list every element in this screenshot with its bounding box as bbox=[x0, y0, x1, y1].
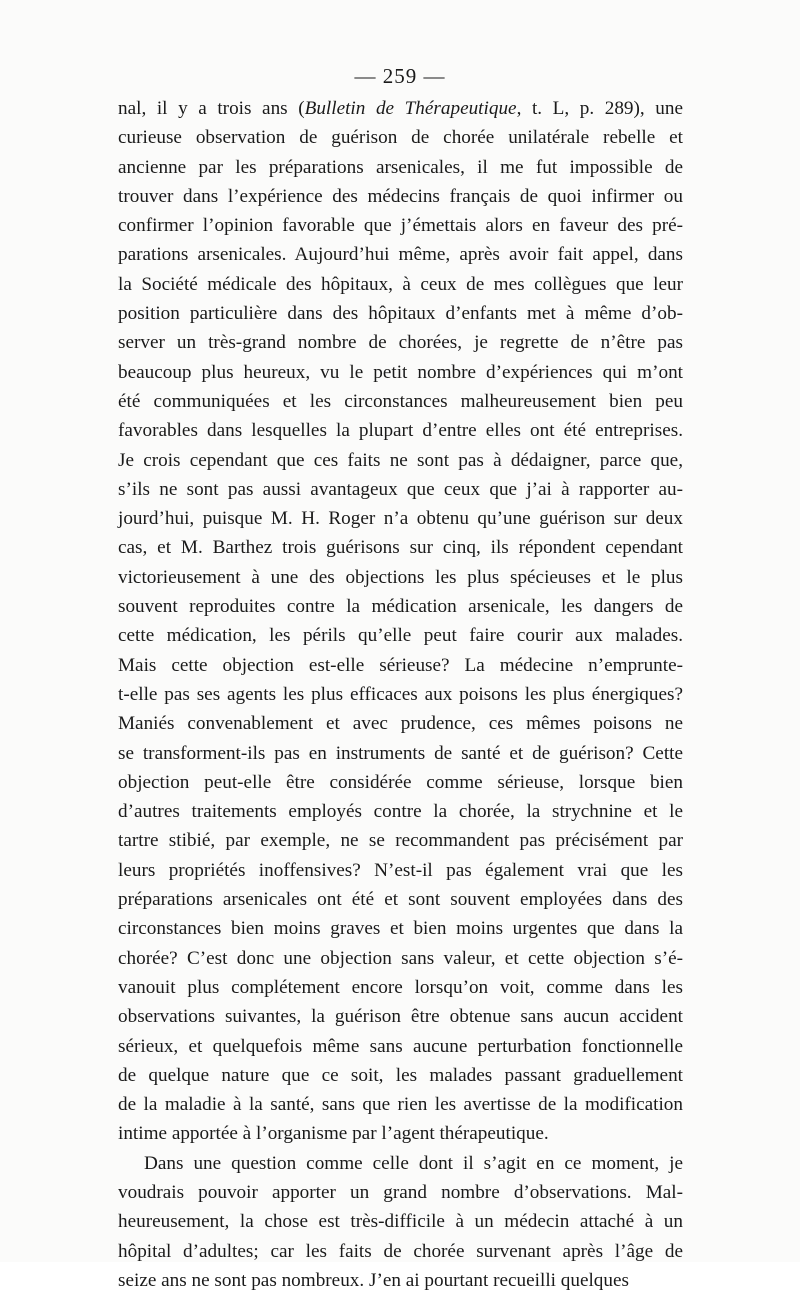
text-line: chorée? C’est donc une objection sans valeur, et cette objection s’é- bbox=[118, 947, 683, 969]
text-line: curieuse observation de guérison de chorée unilatérale rebelle et bbox=[118, 127, 683, 149]
text-line: Je crois cependant que ces faits ne sont pas à dédaigner, parce que, bbox=[118, 449, 683, 471]
text-line: hôpital d’adultes; car les faits de chorée survenant après l’âge de bbox=[118, 1240, 683, 1262]
text-line: favorables dans lesquelles la plupart d’entre elles ont été entreprises. bbox=[118, 420, 683, 442]
text-line: Mais cette objection est-elle sérieuse? La médecine n’emprunte- bbox=[118, 654, 683, 676]
text-line: préparations arsenicales ont été et sont souvent employées dans des bbox=[118, 889, 683, 911]
text-line: observations suivantes, la guérison être obtenue sans aucun accident bbox=[118, 1006, 683, 1028]
paragraph bbox=[118, 1149, 683, 1295]
text-line: cette médication, les périls qu’elle peut faire courir aux malades. bbox=[118, 625, 683, 647]
text-line: souvent reproduites contre la médication arsenicale, les dangers de bbox=[118, 596, 683, 618]
text-line: Maniés convenablement et avec prudence, ces mêmes poisons ne bbox=[118, 713, 683, 735]
text-line: été communiquées et les circonstances malheureusement bien peu bbox=[118, 390, 683, 412]
text-line: leurs propriétés inoffensives? N’est-il pas également vrai que les bbox=[118, 859, 683, 881]
text-line: sérieux, et quelquefois même sans aucune perturbation fonctionnelle bbox=[118, 1035, 683, 1057]
text-line: heureusement, la chose est très-difficile à un médecin attaché à un bbox=[118, 1211, 683, 1233]
page-number: — 259 — bbox=[354, 64, 446, 88]
text-line: cas, et M. Barthez trois guérisons sur cinq, ils répondent cependant bbox=[118, 537, 683, 559]
text-line: de la maladie à la santé, sans que rien les avertisse de la modification bbox=[118, 1094, 683, 1116]
text-line: s’ils ne sont pas aussi avantageux que ceux que j’ai à rapporter au- bbox=[118, 478, 683, 500]
text-line: voudrais pouvoir apporter un grand nombre d’observations. Mal- bbox=[118, 1181, 683, 1203]
text-line: de quelque nature que ce soit, les malades passant graduellement bbox=[118, 1064, 683, 1086]
text-line: circonstances bien moins graves et bien moins urgentes que dans la bbox=[118, 918, 683, 940]
text-line: server un très-grand nombre de chorées, je regrette de n’être pas bbox=[118, 332, 683, 354]
text-line: la Société médicale des hôpitaux, à ceux de mes collègues que leur bbox=[118, 273, 683, 295]
text-line: intime apportée à l’organisme par l’agent thérapeutique. bbox=[118, 1123, 549, 1145]
text-line: beaucoup plus heureux, vu le petit nombre d’expériences qui m’ont bbox=[118, 361, 683, 383]
text-line: position particulière dans des hôpitaux d’enfants met à même d’ob- bbox=[118, 303, 683, 325]
text-line: t-elle pas ses agents les plus efficaces aux poisons les plus énergiques? bbox=[118, 683, 683, 705]
text-line: jourd’hui, puisque M. H. Roger n’a obtenu qu’une guérison sur deux bbox=[118, 508, 683, 530]
journal-title: Bulletin de Thérapeutique bbox=[304, 98, 517, 119]
paragraph bbox=[118, 94, 683, 1149]
text-line: vanouit plus complétement encore lorsqu’on voit, comme dans les bbox=[118, 976, 683, 998]
text-line: d’autres traitements employés contre la chorée, la strychnine et le bbox=[118, 801, 683, 823]
text-line: trouver dans l’expérience des médecins français de quoi infirmer ou bbox=[118, 185, 683, 207]
text-line: nal, il y a trois ans (Bulletin de Thérapeutique, t. L, p. 289), une bbox=[118, 98, 683, 119]
body-text bbox=[118, 94, 683, 1295]
text-line: confirmer l’opinion favorable que j’émettais alors en faveur des pré- bbox=[118, 215, 683, 237]
text-line: se transforment-ils pas en instruments de santé et de guérison? Cette bbox=[118, 742, 683, 764]
text-line: seize ans ne sont pas nombreux. J’en ai pourtant recueilli quelques bbox=[118, 1269, 629, 1291]
text-line: parations arsenicales. Aujourd’hui même, après avoir fait appel, dans bbox=[118, 244, 683, 266]
text-line: Dans une question comme celle dont il s’agit en ce moment, je bbox=[144, 1152, 683, 1174]
text-line: tartre stibié, par exemple, ne se recommandent pas précisément par bbox=[118, 830, 683, 852]
text-line: ancienne par les préparations arsenicales, il me fut impossible de bbox=[118, 156, 683, 178]
text-line: objection peut-elle être considérée comme sérieuse, lorsque bien bbox=[118, 771, 683, 793]
text-line: victorieusement à une des objections les plus spécieuses et le plus bbox=[118, 566, 683, 588]
